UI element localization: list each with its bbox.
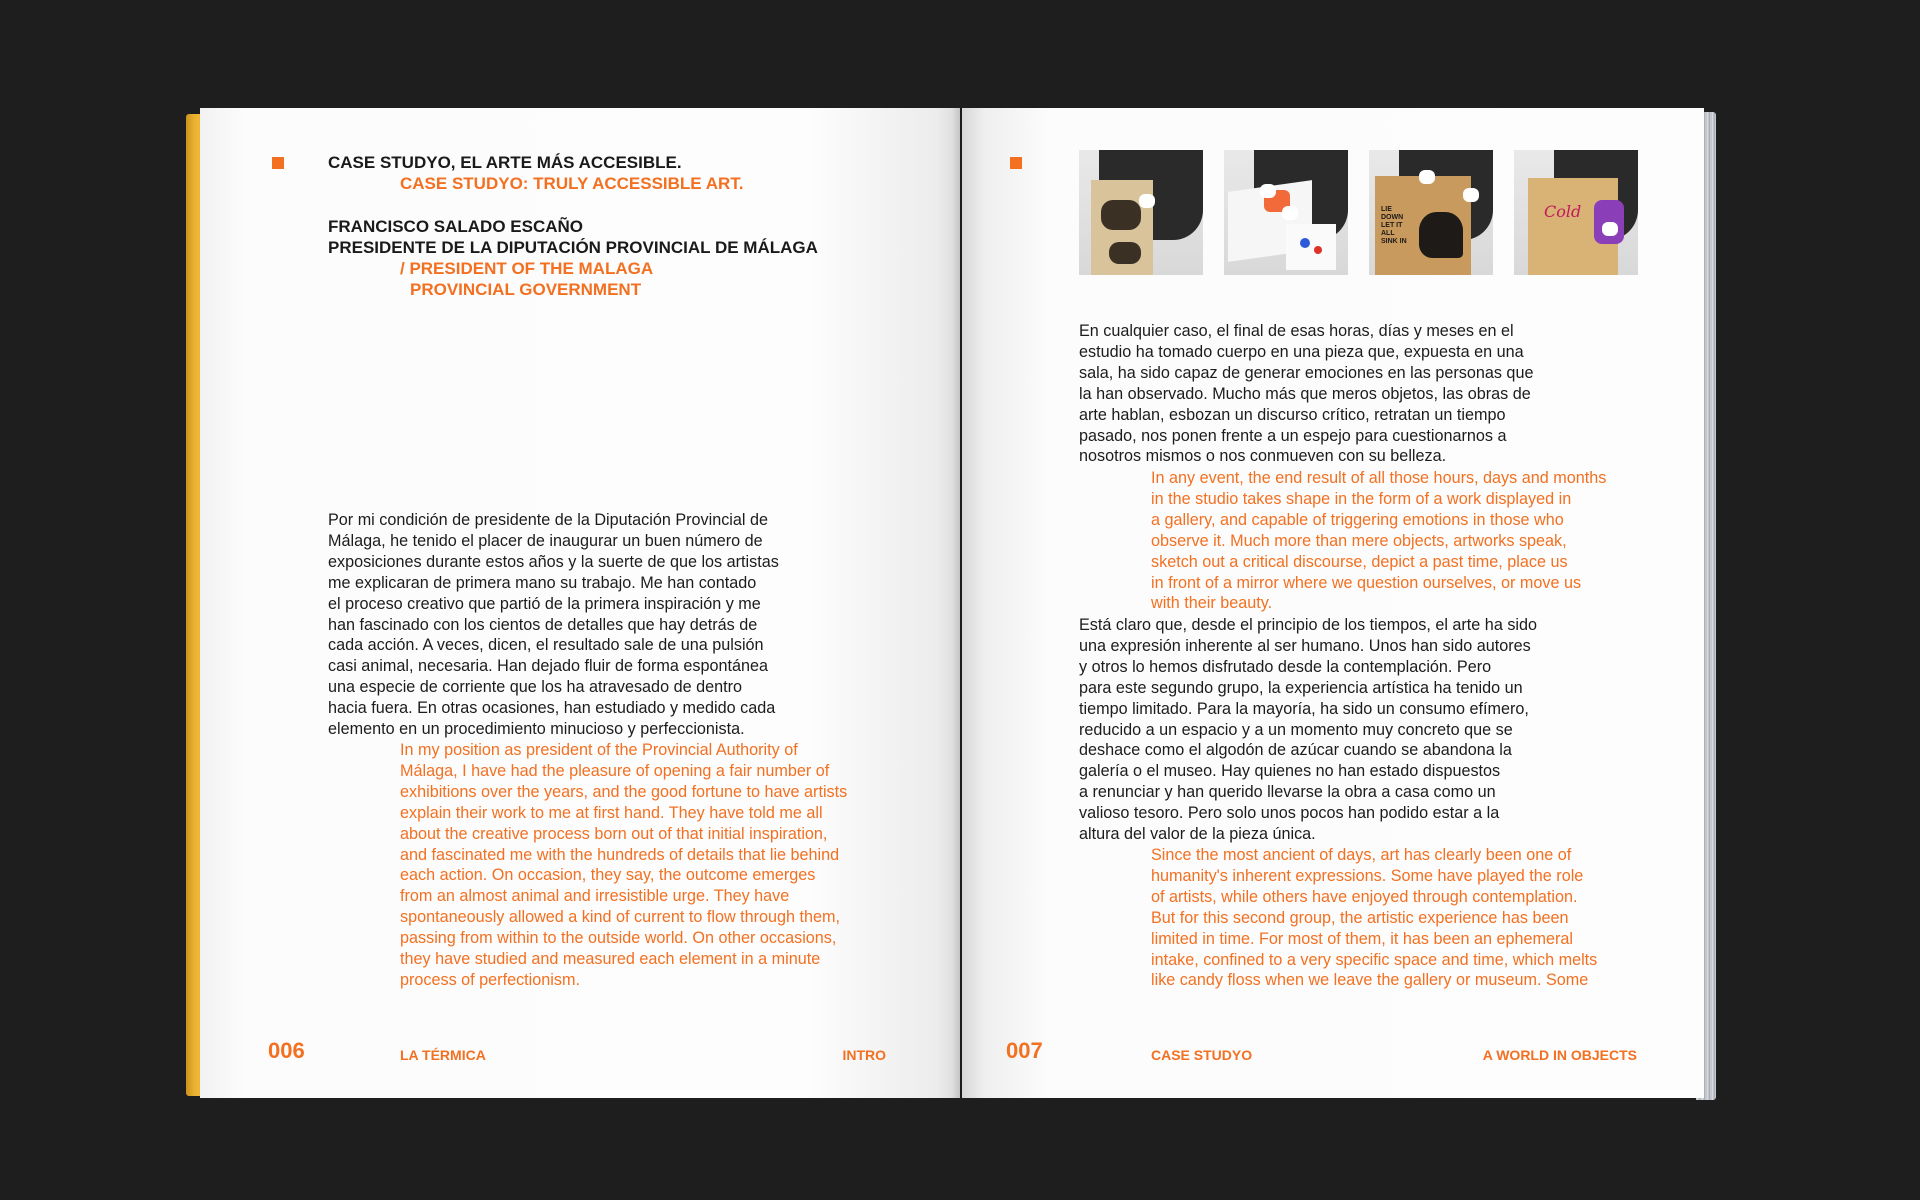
body-text-english-2 (1151, 845, 1637, 991)
page-number: 007 (1006, 1038, 1043, 1063)
footer-chapter: A WORLD IN OBJECTS (1482, 1047, 1637, 1063)
author-role-english-1: / PRESIDENT OF THE MALAGA (400, 259, 654, 278)
text-line: a gallery, and capable of triggering emotions in those who (1151, 510, 1564, 529)
text-line: But for this second group, the artistic experience has been (1151, 908, 1569, 927)
page-number: 006 (268, 1038, 305, 1063)
thumbnail-photo-3 (1369, 150, 1493, 275)
thumbnail-photo-4 (1514, 150, 1638, 275)
body-text-spanish-2 (1079, 615, 1565, 845)
thumbnail-photo-2 (1224, 150, 1348, 275)
footer-chapter: INTRO (842, 1047, 886, 1063)
text-line: cada acción. A veces, dicen, el resultado sale de una pulsión (328, 636, 764, 655)
open-book (186, 108, 1732, 1106)
text-line: process of perfectionism. (400, 970, 580, 989)
thumbnail-box-text: LIE DOWN LET IT ALL SINK IN (1381, 206, 1407, 245)
text-line: una expresión inherente al ser humano. Unos han sido autores (1079, 636, 1531, 655)
text-line: elemento en un procedimiento minucioso y perfeccionista. (328, 720, 745, 739)
thumbnail-photo-1 (1079, 150, 1203, 275)
text-line: nosotros mismos o nos conmueven con su belleza. (1079, 447, 1447, 466)
text-line: arte hablan, esbozan un discurso crítico, retratan un tiempo (1079, 405, 1506, 424)
text-line: tiempo limitado. Para la mayoría, ha sido un consumo efímero, (1079, 699, 1529, 718)
text-line: of artists, while others have enjoyed through contemplation. (1151, 887, 1578, 906)
text-line: Por mi condición de presidente de la Diputación Provincial de (328, 511, 769, 529)
text-line: intake, confined to a very specific space and time, which melts (1151, 950, 1598, 969)
footer-section: LA TÉRMICA (400, 1047, 486, 1063)
text-line: from an almost animal and irresistible urge. They have (400, 887, 790, 906)
left-page (200, 108, 960, 1098)
author-name: FRANCISCO SALADO ESCAÑO (328, 217, 584, 236)
text-line: in front of a mirror where we question ourselves, or move us (1151, 573, 1582, 592)
text-line: In my position as president of the Provincial Authority of (400, 741, 798, 759)
author-role-english-2: PROVINCIAL GOVERNMENT (410, 280, 642, 299)
heading-english: CASE STUDYO: TRULY ACCESSIBLE ART. (400, 174, 744, 193)
text-line: exhibitions over the years, and the good fortune to have artists (400, 782, 848, 801)
text-line: Since the most ancient of days, art has clearly been one of (1151, 846, 1572, 864)
text-line: altura del valor de la pieza única. (1079, 825, 1316, 844)
thumbnail-cold-text: Cold (1544, 202, 1582, 221)
text-line: deshace como el algodón de azúcar cuando se abandona la (1079, 741, 1512, 760)
text-line: with their beauty. (1151, 594, 1273, 613)
text-line: in the studio takes shape in the form of a work displayed in (1151, 489, 1572, 508)
right-page (962, 108, 1704, 1098)
text-line: In any event, the end result of all those hours, days and months (1151, 469, 1607, 487)
text-line: exposiciones durante estos años y la suerte de que los artistas (328, 552, 779, 571)
body-text-english (400, 740, 886, 991)
text-line: han fascinado con los cientos de detalles que hay detrás de (328, 615, 758, 634)
text-line: Málaga, I have had the pleasure of opening a fair number of (400, 761, 830, 780)
text-line: each action. On occasion, they say, the outcome emerges (400, 866, 816, 885)
text-line: y otros lo hemos disfrutado desde la contemplación. Pero (1079, 657, 1492, 676)
orange-square-marker (1010, 157, 1022, 169)
body-text-spanish (328, 510, 814, 740)
text-line: Está claro que, desde el principio de los tiempos, el arte ha sido (1079, 616, 1538, 634)
body-text-spanish-1 (1079, 321, 1565, 467)
text-line: a renunciar y han querido llevarse la obra a casa como un (1079, 783, 1496, 802)
text-line: passing from within to the outside world. On other occasions, (400, 929, 837, 948)
text-line: valioso tesoro. Pero solo unos pocos han podido estar a la (1079, 804, 1500, 823)
orange-square-marker (272, 157, 284, 169)
author-role-spanish: PRESIDENTE DE LA DIPUTACIÓN PROVINCIAL DE MÁLAGA (328, 238, 818, 257)
text-line: limited in time. For most of them, it has been an ephemeral (1151, 929, 1573, 948)
text-line: spontaneously allowed a kind of current to flow through them, (400, 908, 841, 927)
text-line: they have studied and measured each element in a minute (400, 950, 821, 969)
text-line: about the creative process born out of that initial inspiration, (400, 824, 828, 843)
text-line: estudio ha tomado cuerpo en una pieza que, expuesta en una (1079, 342, 1524, 361)
text-line: el proceso creativo que partió de la primera inspiración y me (328, 594, 761, 613)
text-line: pasado, nos ponen frente a un espejo para cuestionarnos a (1079, 426, 1507, 445)
text-line: and fascinated me with the hundreds of details that lie behind (400, 845, 840, 864)
text-line: la han observado. Mucho más que meros objetos, las obras de (1079, 384, 1531, 403)
text-line: hacia fuera. En otras ocasiones, han estudiado y medido cada (328, 699, 776, 718)
text-line: me explicaran de primera mano su trabajo. Me han contado (328, 573, 757, 592)
text-line: para este segundo grupo, la experiencia artística ha tenido un (1079, 678, 1523, 697)
footer-section: CASE STUDYO (1151, 1047, 1253, 1063)
body-text-english-1 (1151, 468, 1637, 614)
text-line: explain their work to me at first hand. They have told me all (400, 803, 823, 822)
text-line: observe it. Much more than mere objects, artworks speak, (1151, 531, 1567, 550)
text-line: sketch out a critical discourse, depict a past time, place us (1151, 552, 1568, 571)
text-line: humanity's inherent expressions. Some have played the role (1151, 866, 1584, 885)
text-line: like candy floss when we leave the gallery or museum. Some (1151, 971, 1589, 990)
text-line: una especie de corriente que los ha atravesado de dentro (328, 678, 742, 697)
text-line: reducido a un espacio y a un momento muy concreto que se (1079, 720, 1513, 739)
text-line: sala, ha sido capaz de generar emociones en las personas que (1079, 363, 1534, 382)
heading-spanish: CASE STUDYO, EL ARTE MÁS ACCESIBLE. (328, 153, 682, 172)
text-line: casi animal, necesaria. Han dejado fluir de forma espontánea (328, 657, 769, 676)
text-line: Málaga, he tenido el placer de inaugurar un buen número de (328, 531, 763, 550)
text-line: galería o el museo. Hay quienes no han estado dispuestos (1079, 762, 1501, 781)
text-line: En cualquier caso, el final de esas horas, días y meses en el (1079, 322, 1514, 340)
